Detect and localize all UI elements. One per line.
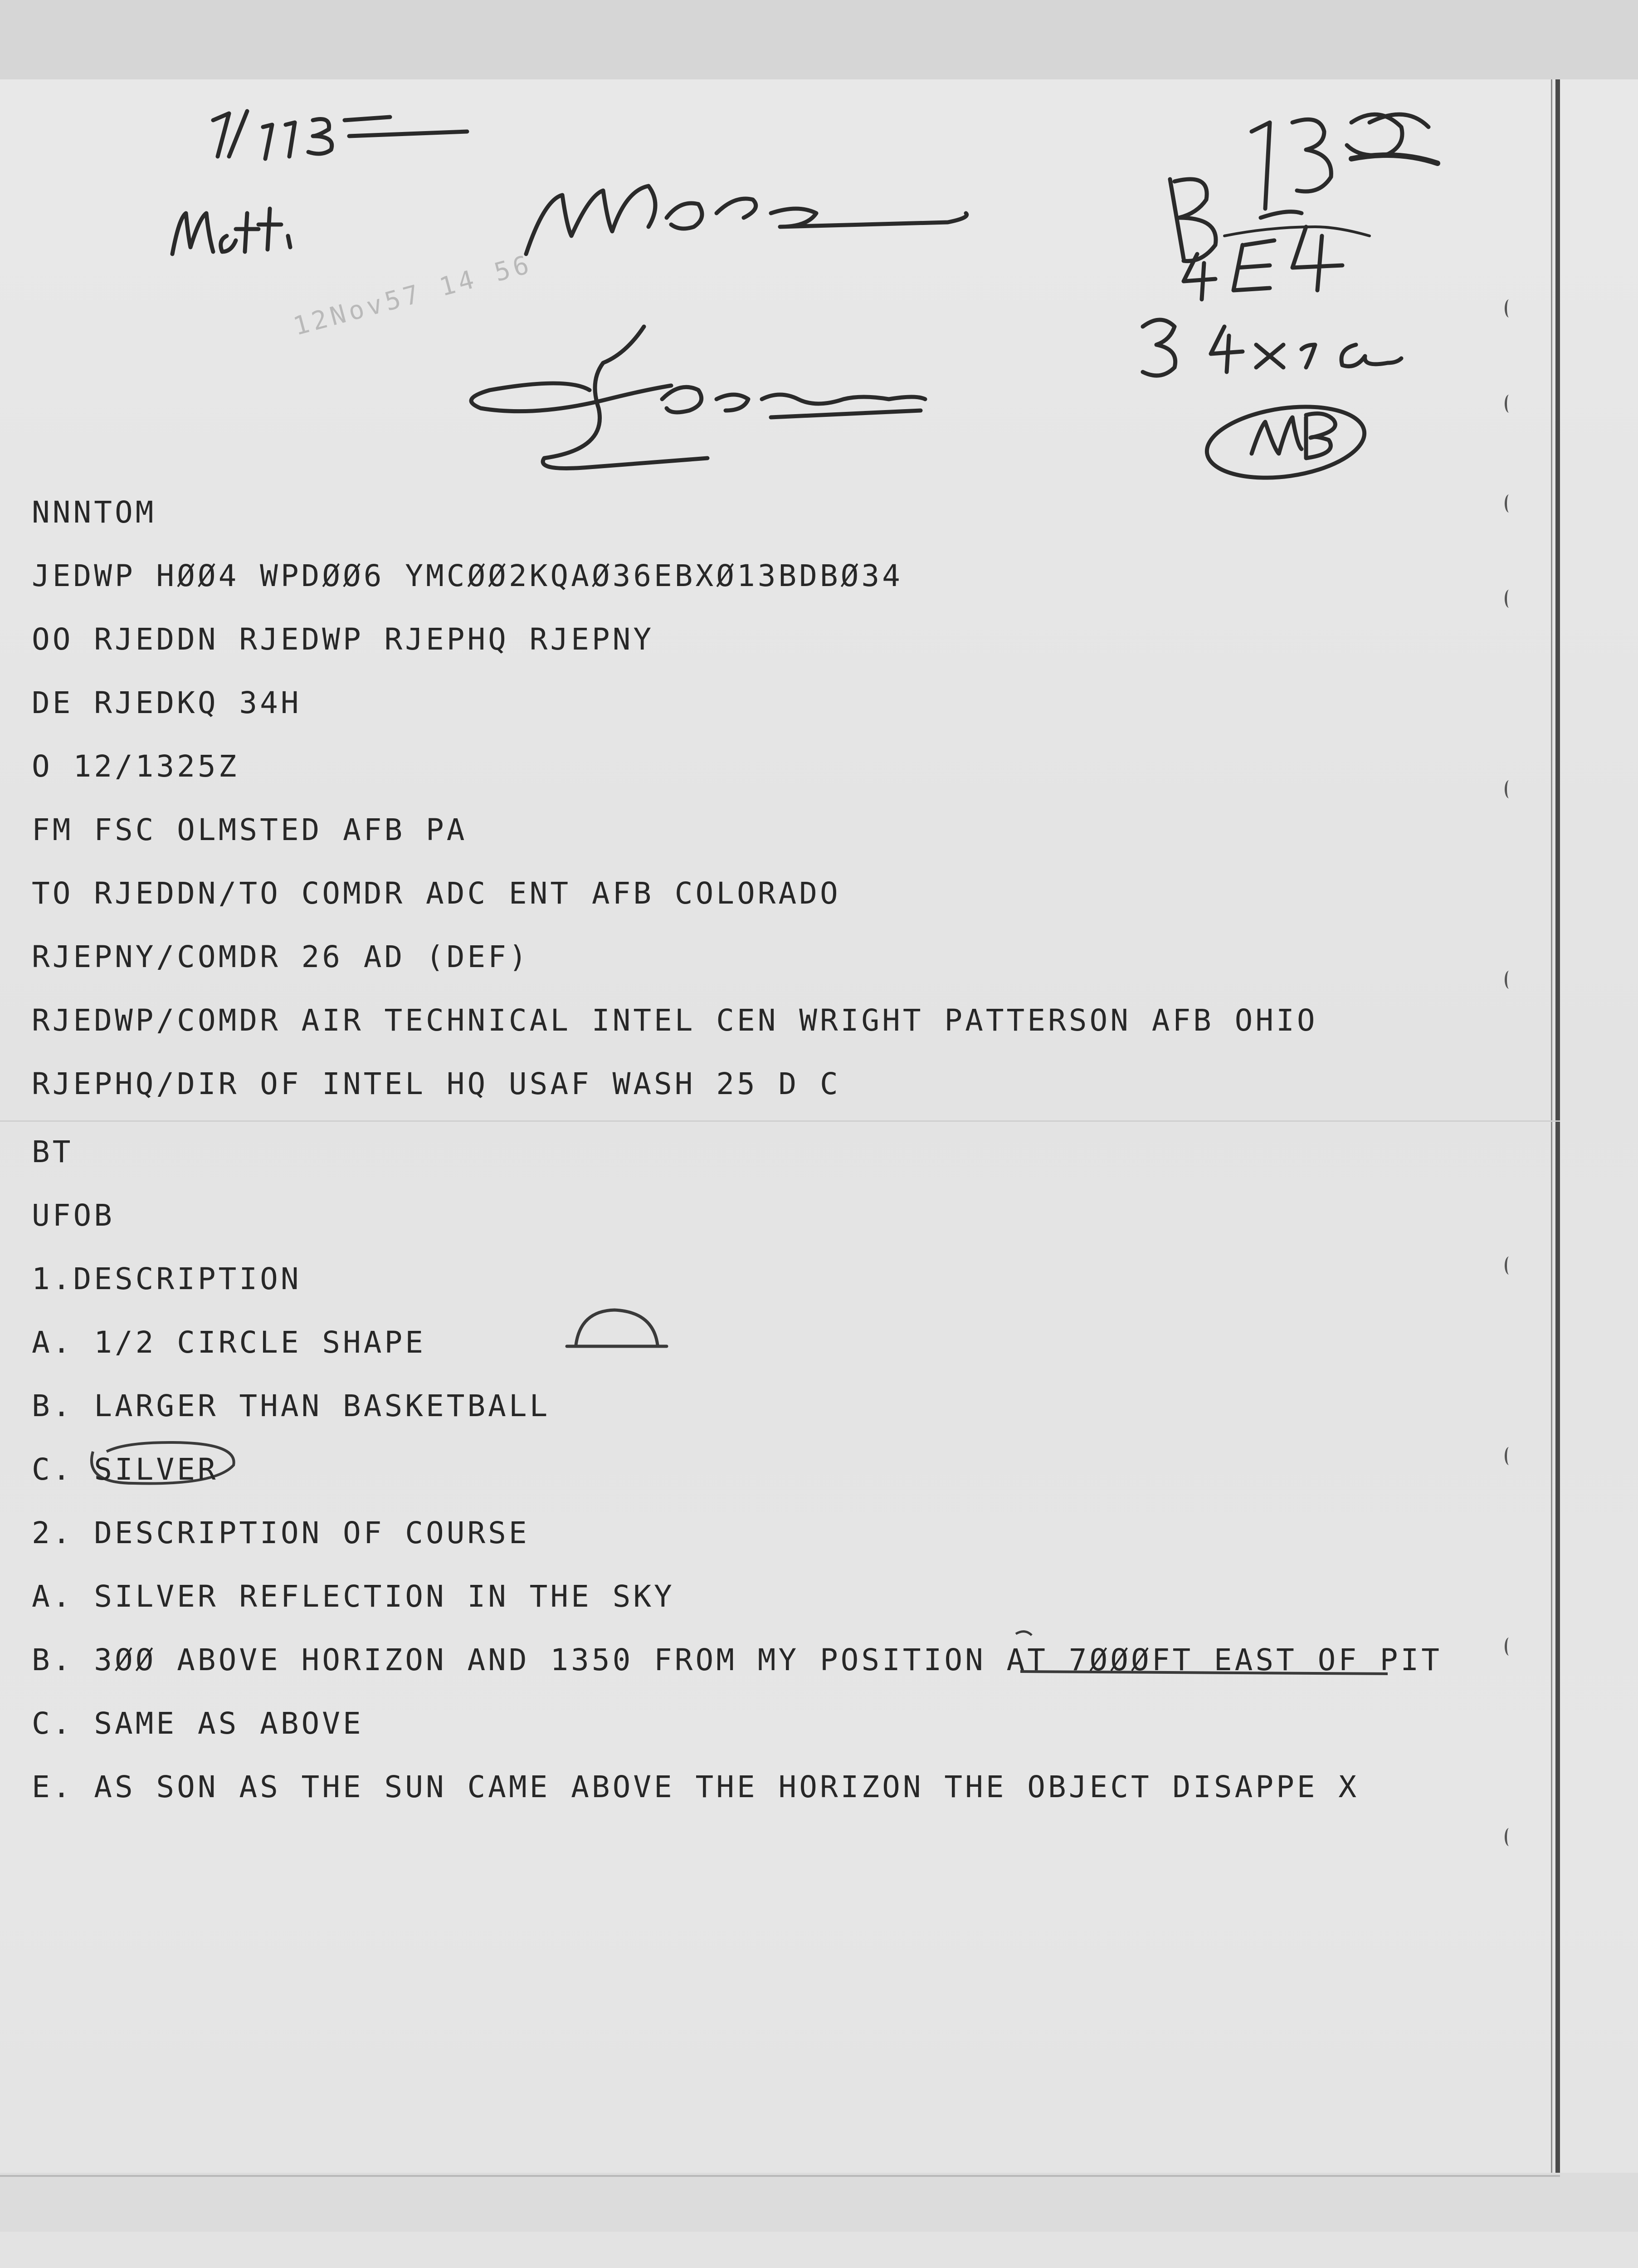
msg-line-1: NNNTOM bbox=[32, 495, 156, 530]
received-stamp: 12Nov57 14 56 bbox=[290, 249, 536, 342]
fold-line bbox=[0, 1120, 1560, 1122]
punch-mark bbox=[1505, 590, 1513, 608]
msg-line-6: FM FSC OLMSTED AFB PA bbox=[32, 812, 468, 847]
msg-line-5: O 12/1325Z bbox=[32, 749, 239, 784]
msg-line-21: E. AS SON AS THE SUN CAME ABOVE THE HORIZON THE OBJECT DISAPPE X bbox=[32, 1769, 1360, 1804]
msg-line-17: 2. DESCRIPTION OF COURSE bbox=[32, 1515, 530, 1550]
msg-line-13: 1.DESCRIPTION bbox=[32, 1261, 302, 1296]
signature-1 bbox=[526, 186, 967, 254]
punch-mark bbox=[1505, 1256, 1513, 1275]
msg-line-18: A. SILVER REFLECTION IN THE SKY bbox=[32, 1579, 675, 1614]
handwritten-34xra bbox=[1143, 320, 1401, 376]
msg-line-16: C. SILVER bbox=[32, 1452, 219, 1487]
punch-mark bbox=[1505, 971, 1513, 989]
page-break bbox=[0, 2173, 1638, 2232]
msg-line-12: UFOB bbox=[32, 1198, 115, 1233]
msg-line-3: OO RJEDDN RJEDWP RJEPHQ RJEPNY bbox=[32, 622, 654, 657]
msg-line-15: B. LARGER THAN BASKETBALL bbox=[32, 1388, 551, 1423]
signature-2 bbox=[471, 327, 925, 469]
msg-line-11: BT bbox=[32, 1134, 73, 1169]
punch-mark bbox=[1505, 1828, 1513, 1846]
punch-mark bbox=[1505, 1637, 1513, 1656]
msg-line-8: RJEPNY/COMDR 26 AD (DEF) bbox=[32, 939, 530, 974]
msg-line-20: C. SAME AS ABOVE bbox=[32, 1706, 364, 1741]
msg-line-9: RJEDWP/COMDR AIR TECHNICAL INTEL CEN WRIGHT PATTERSON AFB OHIO bbox=[32, 1003, 1318, 1038]
punch-mark bbox=[1505, 1447, 1513, 1465]
msg-line-7: TO RJEDDN/TO COMDR ADC ENT AFB COLORADO bbox=[32, 876, 841, 911]
handwritten-date bbox=[213, 111, 467, 159]
punch-mark bbox=[1505, 780, 1513, 798]
handwritten-name bbox=[172, 209, 290, 254]
half-circle-sketch bbox=[562, 1302, 671, 1356]
msg-line-10: RJEPHQ/DIR OF INTEL HQ USAF WASH 25 D C bbox=[32, 1066, 841, 1101]
handwritten-annotations bbox=[0, 0, 1638, 544]
msg-line-19: B. 3ØØ ABOVE HORIZON AND 1350 FROM MY POSITION AT 7ØØØFT EAST OF PIT bbox=[32, 1642, 1443, 1677]
msg-line-4: DE RJEDKQ 34H bbox=[32, 685, 302, 720]
initials-circled bbox=[1202, 397, 1369, 487]
msg-line-14: A. 1/2 CIRCLE SHAPE bbox=[32, 1325, 426, 1360]
page-break-line bbox=[0, 2175, 1560, 2177]
msg-line-2: JEDWP HØØ4 WPDØØ6 YMCØØ2KQAØ36EBXØ13BDBØ34 bbox=[32, 558, 903, 593]
